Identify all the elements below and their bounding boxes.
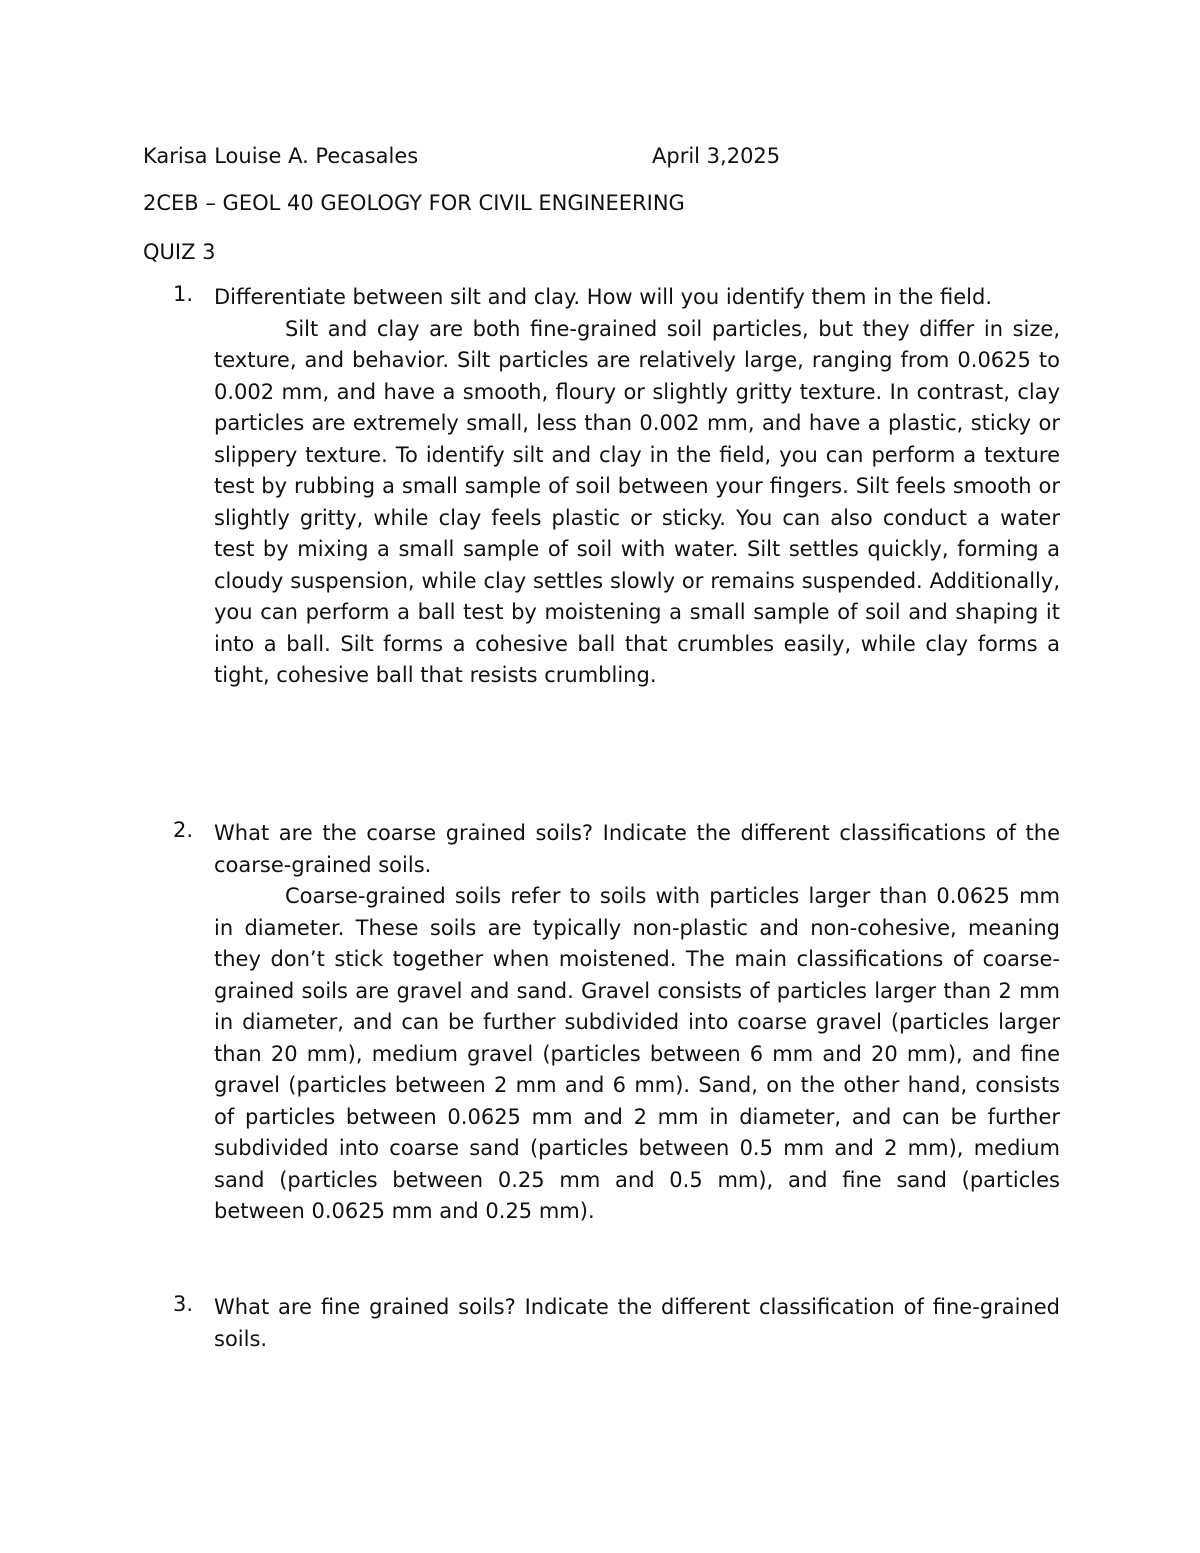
question-number: 1. [173,282,194,306]
question-text: What are fine grained soils? Indicate the different classification of fine-grained soils. [214,1295,1060,1351]
question-item-3 [143,1292,1063,1355]
answer-paragraph: Coarse-grained soils refer to soils with particles larger than 0.0625 mm in diameter. These soils are typically non-plastic and non-cohesive, meaning they don’t stick together when moistened. The main classifications of coarse-grained soils are gravel and sand. Gravel consists of particles larger than 2 mm in diameter, and can be further subdivided into coarse gravel (particles larger than 20 mm), medium gravel (particles between 6 mm and 20 mm), and fine gravel (particles between 2 mm and 6 mm). Sand, on the other hand, consists of particles between 0.0625 mm and 2 mm in diameter, and can be further subdivided into coarse sand (particles between 0.5 mm and 2 mm), medium sand (particles between 0.25 mm and 0.5 mm), and fine sand (particles between 0.0625 mm and 0.25 mm). [214,884,1060,1223]
question-number: 3. [173,1292,194,1316]
quiz-title: QUIZ 3 [143,240,216,264]
question-text: What are the coarse grained soils? Indicate the different classifications of the coarse-grained soils. [214,821,1060,877]
question-item-1 [143,282,1063,692]
course-title: 2CEB – GEOL 40 GEOLOGY FOR CIVIL ENGINEERING [143,191,685,215]
question-text: Differentiate between silt and clay. How will you identify them in the field. [214,285,993,309]
question-item-2 [143,818,1063,1228]
submission-date: April 3,2025 [652,144,781,168]
question-number: 2. [173,818,194,842]
answer-paragraph: Silt and clay are both fine-grained soil particles, but they differ in size, texture, and behavior. Silt particles are relatively large, ranging from 0.0625 to 0.002 mm, and have a smooth, floury or slightly gritty texture. In contrast, clay particles are extremely small, less than 0.002 mm, and have a plastic, sticky or slippery texture. To identify silt and clay in the field, you can perform a texture test by rubbing a small sample of soil between your fingers. Silt feels smooth or slightly gritty, while clay feels plastic or sticky. You can also conduct a water test by mixing a small sample of soil with water. Silt settles quickly, forming a cloudy suspension, while clay settles slowly or remains suspended. Additionally, you can perform a ball test by moistening a small sample of soil and shaping it into a ball. Silt forms a cohesive ball that crumbles easily, while clay forms a tight, cohesive ball that resists crumbling. [214,316,1060,687]
student-name: Karisa Louise A. Pecasales [143,144,419,168]
